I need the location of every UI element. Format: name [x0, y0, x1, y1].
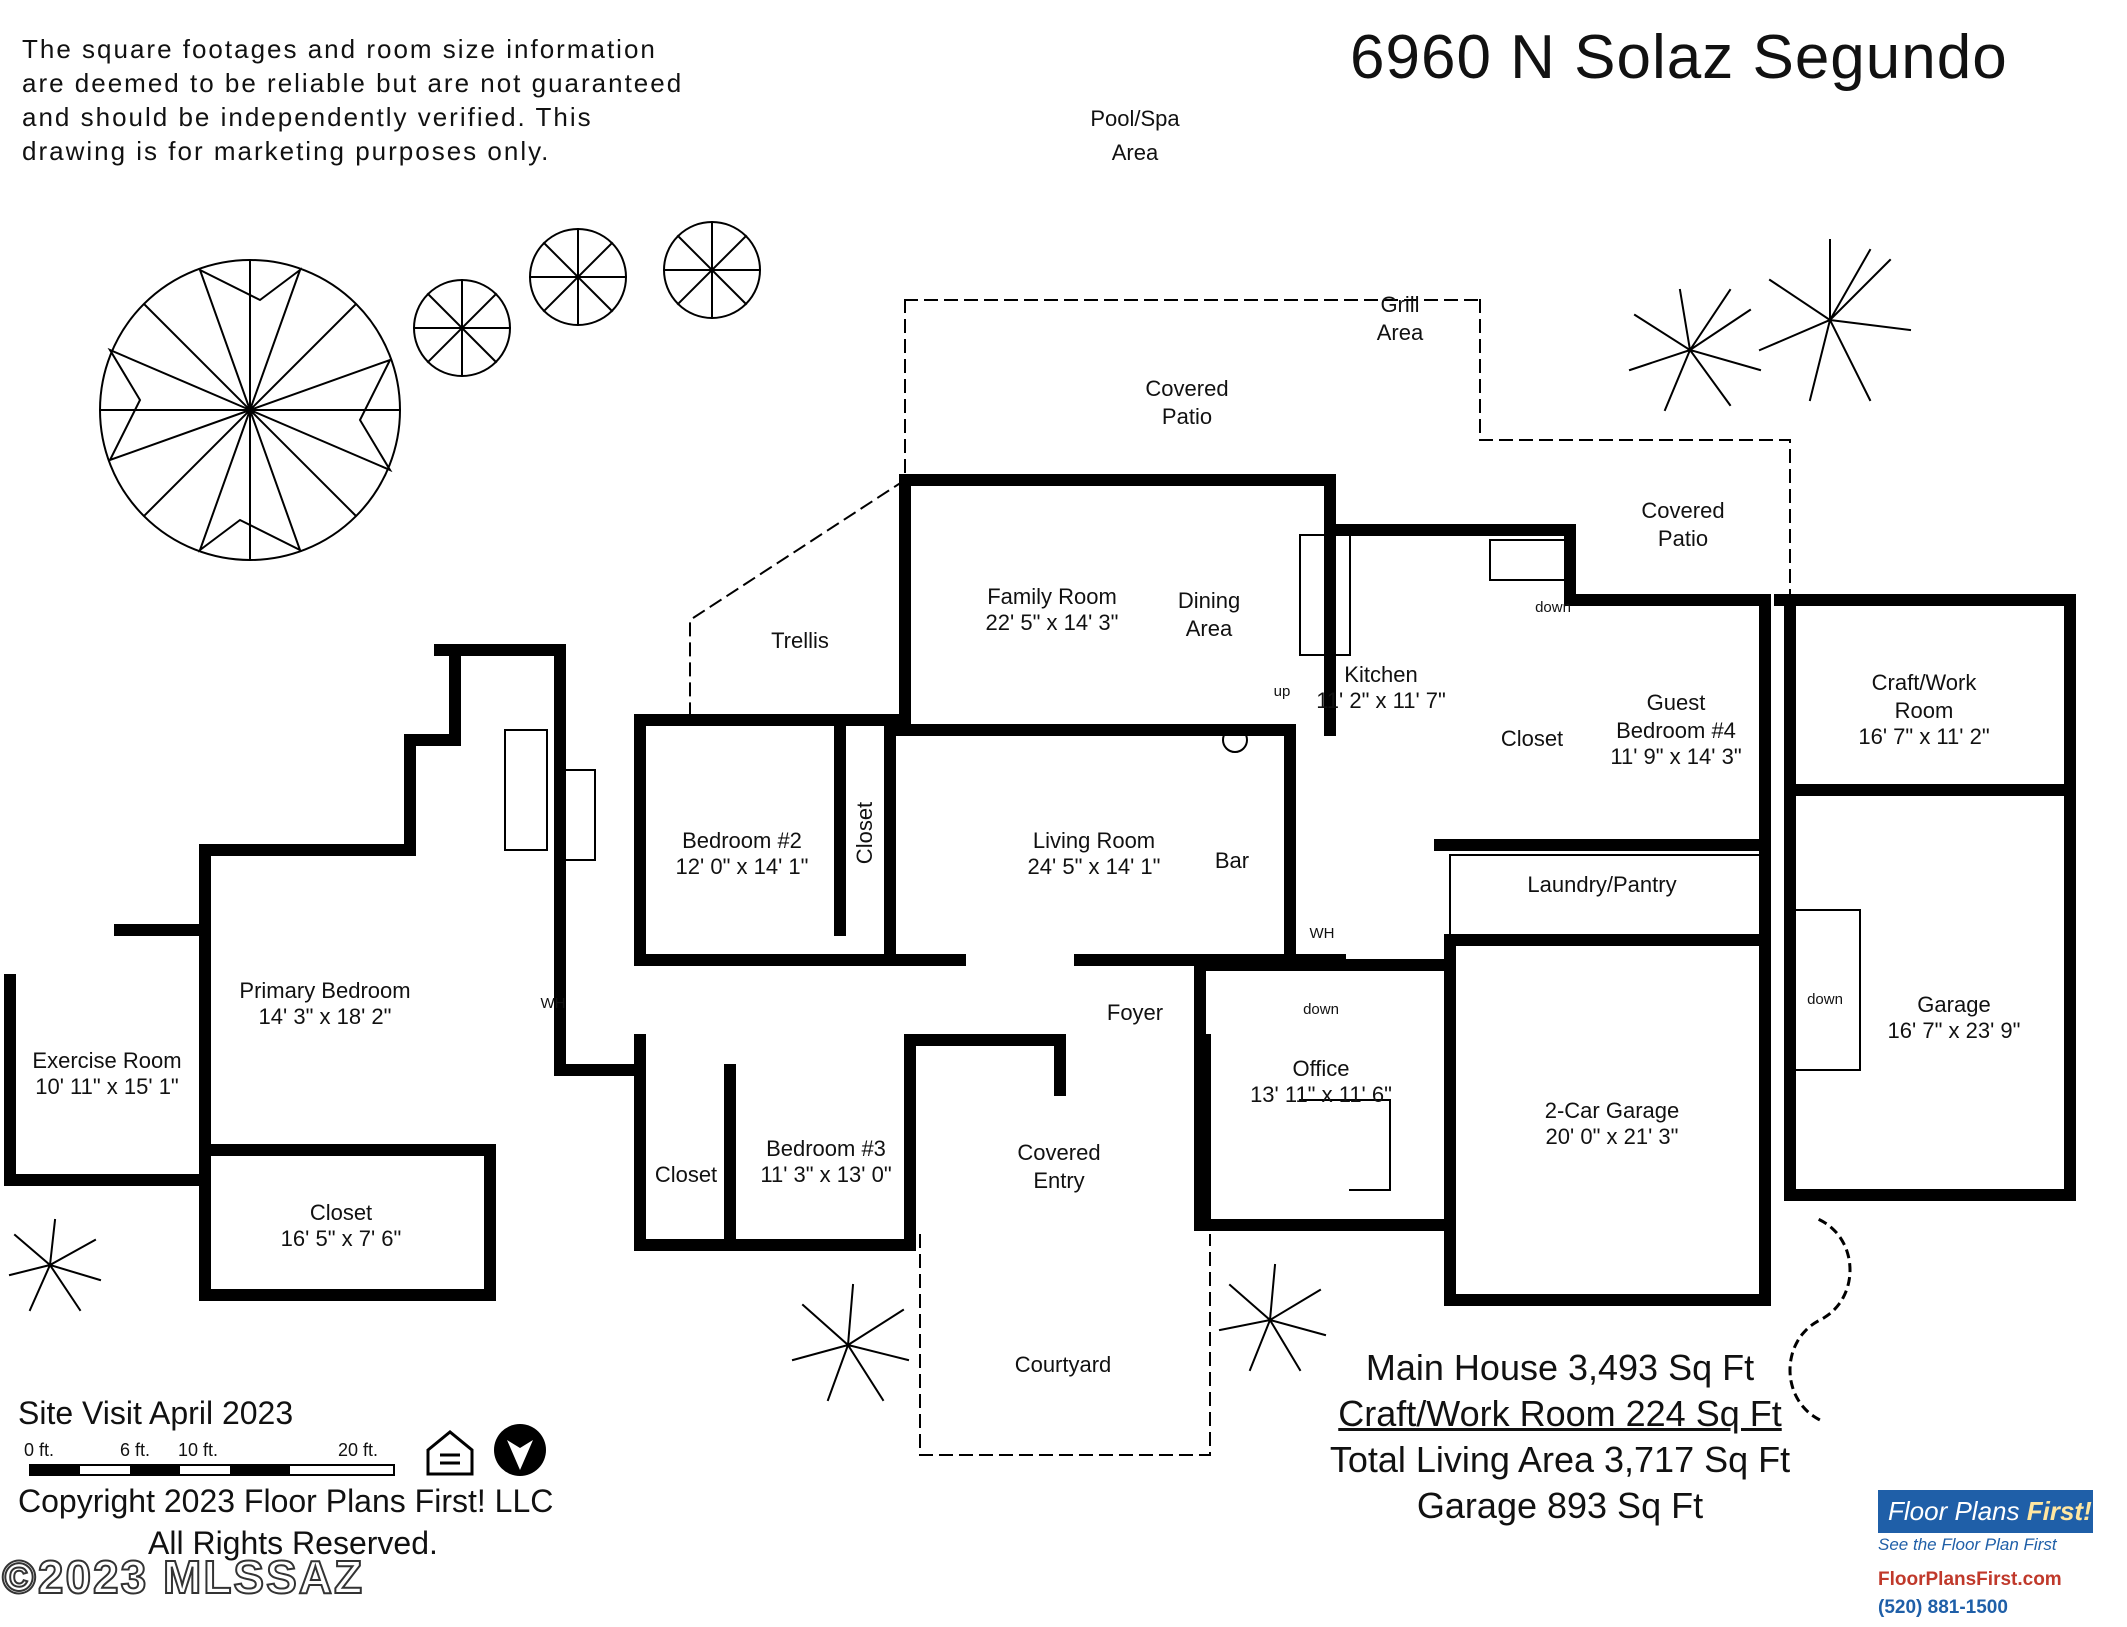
garage-size: 16' 7" x 23' 9" — [1887, 1018, 2021, 1043]
mls-watermark: ©2023 MLSSAZ — [2, 1551, 365, 1603]
grill-label: Grill — [1380, 292, 1420, 317]
scale-label: 6 ft. — [120, 1440, 151, 1460]
covered-entry-label: Entry — [1033, 1168, 1085, 1193]
stat-garage: Garage 893 Sq Ft — [1416, 1485, 1704, 1526]
office-label: Office — [1292, 1056, 1350, 1081]
kitchen-size: 11' 2" x 11' 7" — [1316, 688, 1446, 713]
brand-logo-emph: First! — [2026, 1496, 2092, 1526]
brand-block — [1878, 1490, 2093, 1619]
closet-label: Closet — [654, 1162, 718, 1187]
craft-room-label: Craft/Work — [1871, 670, 1977, 695]
disclaimer-line: and should be independently verified. This — [22, 102, 593, 132]
scale-label: 0 ft. — [24, 1440, 55, 1460]
living-room-size: 24' 5" x 14' 1" — [1027, 854, 1161, 879]
guest-bedroom-label: Guest — [1646, 690, 1706, 715]
living-room-label: Living Room — [1032, 828, 1156, 853]
closet-label: Closet — [1500, 726, 1564, 751]
primary-bedroom-label: Primary Bedroom — [239, 978, 411, 1003]
disclaimer-line: The square footages and room size information — [22, 34, 657, 64]
covered-patio-2-label: Patio — [1657, 526, 1709, 551]
down-label: down — [1807, 991, 1843, 1008]
stat-craft-room: Craft/Work Room 224 Sq Ft — [1338, 1393, 1782, 1434]
two-car-garage-size: 20' 0" x 21' 3" — [1545, 1124, 1679, 1149]
craft-room-size: 16' 7" x 11' 2" — [1858, 724, 1990, 749]
water-heater-label: WH — [1309, 925, 1335, 942]
water-heater-label: WH — [540, 995, 566, 1012]
bedroom2-label: Bedroom #2 — [682, 828, 802, 853]
big-closet-label: Closet — [309, 1200, 373, 1225]
pool-label: Pool/Spa — [1090, 106, 1180, 131]
covered-patio-label: Covered — [1145, 376, 1229, 401]
bar-label: Bar — [1214, 848, 1250, 873]
up-label: up — [1273, 683, 1291, 700]
closet-label: Closet — [852, 801, 877, 865]
exercise-room-size: 10' 11" x 15' 1" — [35, 1074, 179, 1099]
brand-logo — [1878, 1490, 2093, 1533]
courtyard-label: Courtyard — [1014, 1352, 1112, 1377]
brand-url[interactable]: FloorPlansFirst.com — [1878, 1569, 2062, 1590]
covered-patio-2-label: Covered — [1641, 498, 1725, 523]
trellis-label: Trellis — [771, 628, 829, 653]
two-car-garage-label: 2-Car Garage — [1544, 1098, 1680, 1123]
guest-bedroom-label: Bedroom #4 — [1616, 718, 1736, 743]
bedroom2-size: 12' 0" x 14' 1" — [675, 854, 809, 879]
guest-bedroom-size: 11' 9" x 14' 3" — [1610, 744, 1742, 769]
brand-tagline: See the Floor Plan First — [1878, 1535, 2057, 1554]
equal-housing-icon — [428, 1432, 472, 1474]
square-footage-summary — [1290, 1345, 1830, 1529]
scale-label: 10 ft. — [178, 1440, 219, 1460]
disclaimer-line: drawing is for marketing purposes only. — [22, 136, 551, 166]
craft-room-label: Room — [1894, 698, 1954, 723]
big-closet-size: 16' 5" x 7' 6" — [280, 1226, 402, 1251]
grill-label: Area — [1376, 320, 1424, 345]
dining-label: Area — [1185, 616, 1233, 641]
scale-bar — [24, 1440, 394, 1475]
tree-icon — [100, 260, 400, 560]
covered-patio-label: Patio — [1161, 404, 1213, 429]
kitchen-label: Kitchen — [1344, 662, 1418, 687]
tree-icon — [414, 222, 760, 376]
family-room-label: Family Room — [987, 584, 1117, 609]
office-size: 13' 11" x 11' 6" — [1250, 1082, 1392, 1107]
stat-main-house: Main House 3,493 Sq Ft — [1365, 1347, 1755, 1388]
foyer-label: Foyer — [1106, 1000, 1164, 1025]
site-visit-note: Site Visit April 2023 — [18, 1395, 294, 1431]
stat-total-living: Total Living Area 3,717 Sq Ft — [1329, 1439, 1791, 1480]
copyright-line: Copyright 2023 Floor Plans First! LLC — [18, 1483, 554, 1519]
property-address: 6960 N Solaz Segundo — [1350, 23, 2008, 92]
down-label: down — [1535, 599, 1571, 616]
laundry-label: Laundry/Pantry — [1527, 872, 1677, 897]
down-label: down — [1303, 1001, 1339, 1018]
dining-label: Dining — [1177, 588, 1241, 613]
north-arrow-icon — [494, 1424, 546, 1476]
brand-phone: (520) 881-1500 — [1878, 1597, 2008, 1618]
brand-logo-text: Floor Plans — [1888, 1496, 2020, 1526]
exercise-room-label: Exercise Room — [32, 1048, 182, 1073]
copyright-line: All Rights Reserved. — [148, 1525, 438, 1561]
primary-bedroom-size: 14' 3" x 18' 2" — [258, 1004, 392, 1029]
bedroom3-size: 11' 3" x 13' 0" — [760, 1162, 892, 1187]
pool-label: Area — [1111, 140, 1159, 165]
disclaimer-line: are deemed to be reliable but are not guaranteed — [22, 68, 684, 98]
bedroom3-label: Bedroom #3 — [766, 1136, 886, 1161]
garage-label: Garage — [1917, 992, 1991, 1017]
covered-entry-label: Covered — [1017, 1140, 1101, 1165]
scale-label: 20 ft. — [338, 1440, 379, 1460]
family-room-size: 22' 5" x 14' 3" — [985, 610, 1119, 635]
